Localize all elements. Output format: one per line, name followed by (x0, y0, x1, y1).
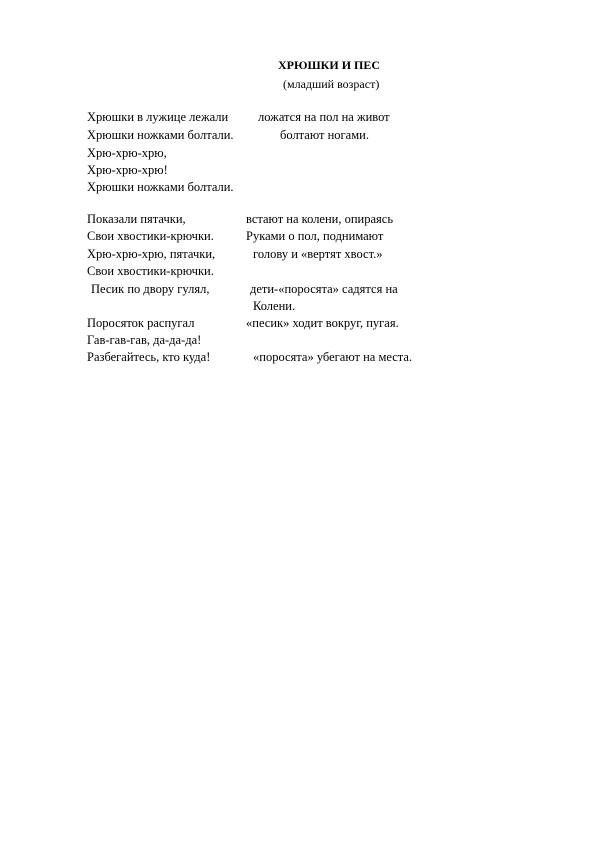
verse-line: Хрюшки ножками болтали. (87, 180, 234, 194)
action-line: «песик» ходит вокруг, пугая. (246, 316, 399, 330)
verse-line: Хрюшки ножками болтали. (87, 128, 234, 142)
action-line: Руками о пол, поднимают (246, 229, 384, 243)
verse-line: Свои хвостики-крючки. (87, 264, 214, 278)
document-subtitle: (младший возраст) (283, 77, 380, 91)
verse-line: Хрю-хрю-хрю! (87, 163, 168, 177)
action-line: болтают ногами. (280, 128, 369, 142)
verse-line: Разбегайтесь, кто куда! (87, 350, 211, 364)
document-title: ХРЮШКИ И ПЕС (278, 58, 381, 72)
action-line: Колени. (253, 299, 296, 313)
verse-line: Песик по двору гулял, (91, 282, 210, 296)
action-line: ложатся на пол на живот (258, 110, 390, 124)
action-line: дети-«поросята» садятся на (250, 282, 398, 296)
verse-line: Свои хвостики-крючки. (87, 229, 214, 243)
verse-line: Показали пятачки, (87, 212, 186, 226)
verse-line: Поросяток распугал (87, 316, 195, 330)
action-line: голову и «вертят хвост.» (253, 247, 383, 261)
verse-line: Хрю-хрю-хрю, (87, 146, 167, 160)
verse-line: Хрюшки в лужице лежали (87, 110, 229, 124)
verse-line: Хрю-хрю-хрю, пятачки, (87, 247, 216, 261)
verse-line: Гав-гав-гав, да-да-да! (87, 333, 202, 347)
action-line: встают на колени, опираясь (246, 212, 394, 226)
action-line: «поросята» убегают на места. (253, 350, 413, 364)
